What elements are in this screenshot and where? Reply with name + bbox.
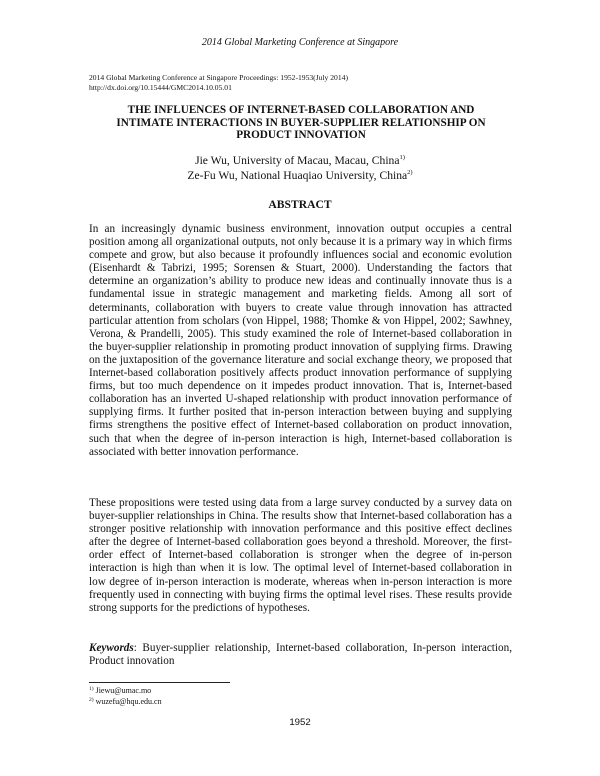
- proceedings-line: 2014 Global Marketing Conference at Singapore Proceedings: 1952-1953(July 2014): [89, 73, 348, 82]
- paper-title: [96, 104, 506, 142]
- footnote-mark: 1): [89, 686, 94, 692]
- keywords: [89, 642, 512, 668]
- footnote: [89, 697, 162, 708]
- title-line: PRODUCT INNOVATION: [236, 129, 366, 142]
- author-name: Jie Wu, University of Macau, Macau, China: [195, 154, 400, 167]
- author-name: Ze-Fu Wu, National Huaqiao University, China: [187, 169, 408, 182]
- keywords-separator: :: [133, 642, 137, 654]
- title-line: THE INFLUENCES OF INTERNET-BASED COLLABORATION AND: [127, 104, 475, 116]
- doi-line: http://dx.doi.org/10.15444/GMC2014.10.05.01: [89, 82, 232, 92]
- footnote-email-link[interactable]: Jiewu@umac.mo: [93, 686, 152, 695]
- author-footnote-mark: 2): [407, 169, 413, 176]
- keywords-text: Buyer-supplier relationship, Internet-based collaboration, In-person interaction, Product innovation: [89, 642, 512, 668]
- footnote-mark: 2): [89, 696, 94, 703]
- footnote-email-link[interactable]: wuzefu@hqu.edu.cn: [93, 696, 162, 706]
- keywords-label: Keywords: [89, 642, 134, 654]
- footnote: [89, 686, 162, 697]
- proceedings-info: [89, 73, 348, 92]
- title-line: INTIMATE INTERACTIONS IN BUYER-SUPPLIER RELATIONSHIP ON: [116, 116, 486, 129]
- page-number: 1952: [289, 717, 311, 728]
- footnote-divider: [89, 682, 230, 683]
- abstract-heading: ABSTRACT: [268, 198, 332, 211]
- running-header: 2014 Global Marketing Conference at Singapore: [201, 37, 399, 48]
- footnotes: [89, 686, 162, 707]
- author-line: [0, 153, 600, 168]
- author-footnote-mark: 1): [399, 154, 405, 161]
- abstract-paragraph: In an increasingly dynamic business environment, innovation output occupies a central position among all organizational outputs, not only because it is a primary way in which firms compete and grow, but also because it profoundly influences social and economic evolution (Eisenhardt & Tabrizi, 1995; Sorensen & Stuart, 2000). Understanding the factors that determine an organization’s ability to produce new ideas and continually innovate thus is a fundamental issue in strategic management and marketing fields. Among all sort of determinants, collaboration with buyers to create value through innovation has attracted particular attention from scholars (von Hippel, 1988; Thomke & von Hippel, 2002; Sawhney, Verona, & Prandelli, 2005). This study examined the role of Internet-based collaboration in the buyer-supplier relationship in promoting product innovation of supplying firms. Drawing on the juxtaposition of the governance literature and social exchange theory, we proposed that Internet-based collaboration positively affects product innovation performance of supplying firms, but too much dependence on it impedes product innovation. That is, Internet-based collaboration has an inverted U-shaped relationship with product innovation performance of supplying firms. It further posited that in-person interaction between buying and supplying firms strengthens the positive effect of Internet-based collaboration on product innovation, such that when the degree of in-person interaction is high, Internet-based collaboration is associated with better innovation performance.: [89, 223, 512, 458]
- abstract-paragraph: These propositions were tested using data from a large survey conducted by a survey data on buyer-supplier relationships in China. The results show that Internet-based collaboration has a stronger positive relationship with innovation performance and this positive effect declines after the degree of Internet-based collaboration goes beyond a threshold. Moreover, the first-order effect of Internet-based collaboration is stronger when the degree of in-person interaction is high than when it is low. The optimal level of Internet-based collaboration in low degree of in-person interaction is moderate, whereas when in-person interaction is more frequently used in connecting with buying firms the optimal level rises. These results provide strong supports for the predictions of hypotheses.: [89, 497, 512, 614]
- author-line: [0, 168, 600, 183]
- author-list: [0, 153, 600, 183]
